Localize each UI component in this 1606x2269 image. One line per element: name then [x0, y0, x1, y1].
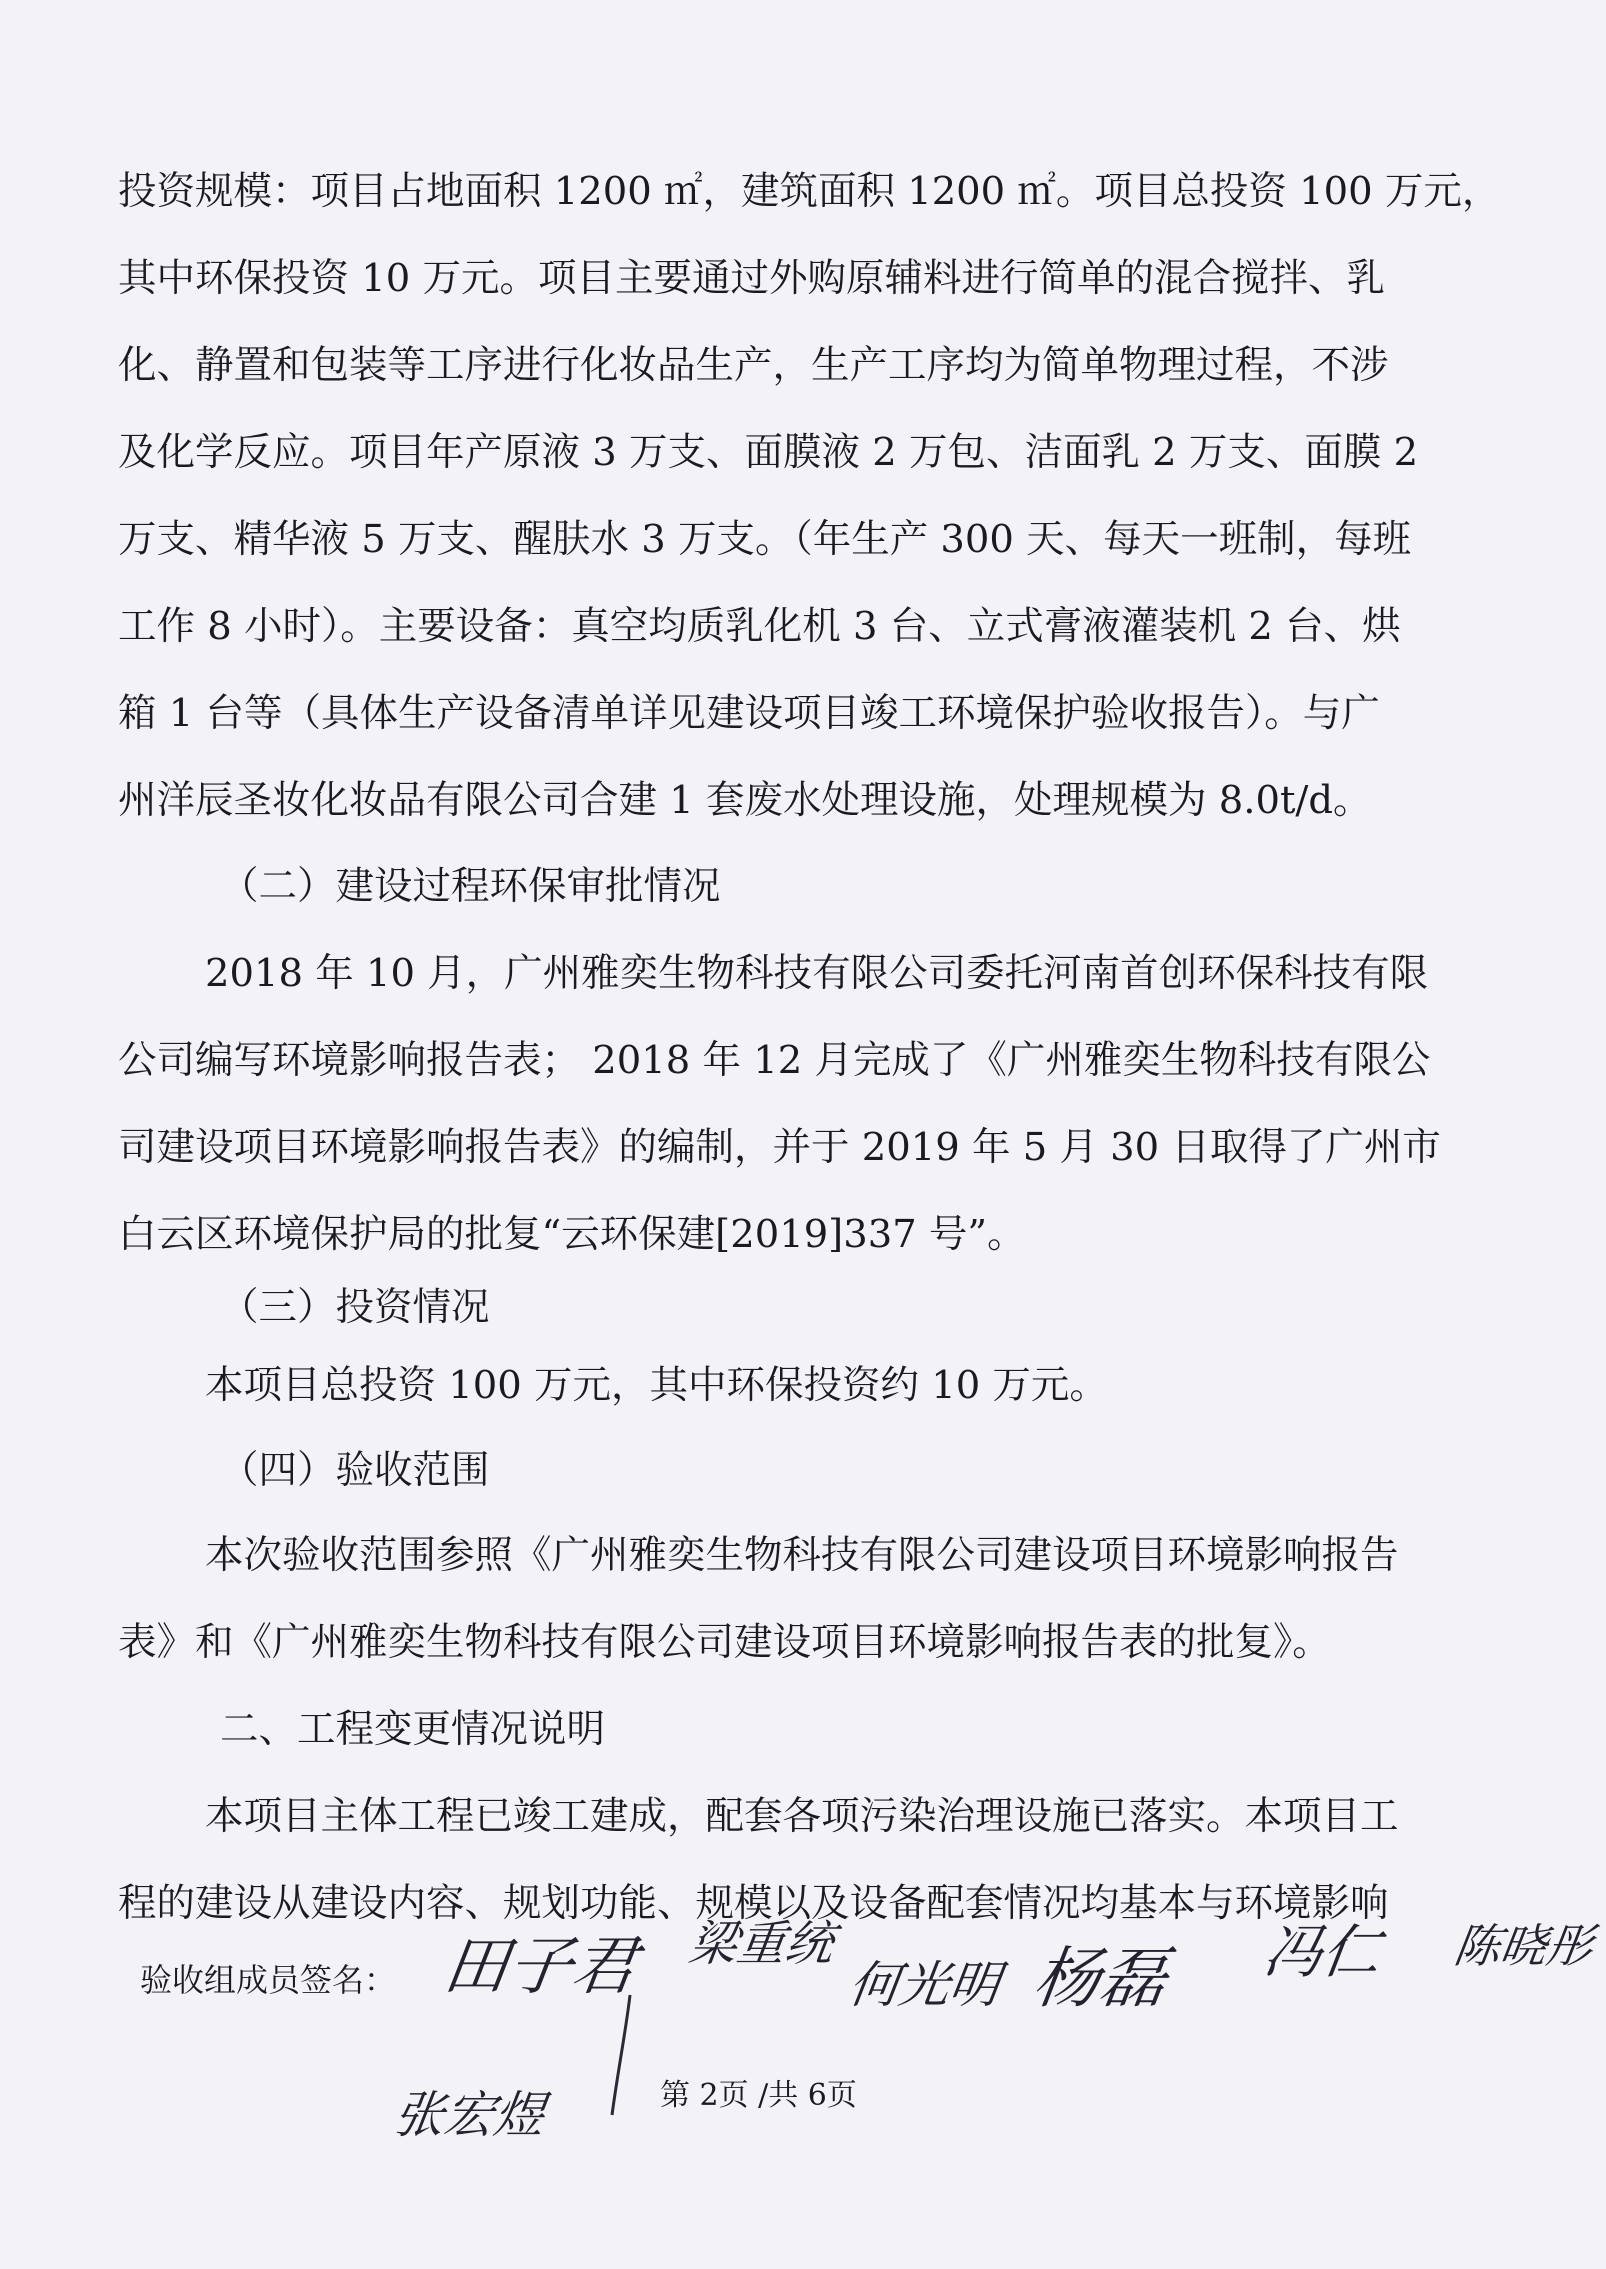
text-line: 表》和《广州雅奕生物科技有限公司建设项目环境影响报告表的批复》。: [118, 1620, 1331, 1665]
section-heading: （二）建设过程环保审批情况: [220, 864, 721, 909]
text-line: 本项目总投资 100 万元，其中环保投资约 10 万元。: [205, 1363, 1108, 1408]
text-line: 2018 年 10 月，广州雅奕生物科技有限公司委托河南首创环保科技有限: [205, 951, 1429, 996]
handwritten-signature: 杨磊: [1028, 1940, 1172, 2017]
text-line: 及化学反应。项目年产原液 3 万支、面膜液 2 万包、洁面乳 2 万支、面膜 2: [118, 430, 1419, 475]
text-line: 白云区环境保护局的批复“云环保建[2019]337 号”。: [118, 1212, 1026, 1257]
text-line: 万支、精华液 5 万支、醒肤水 3 万支。（年生产 300 天、每天一班制，每班: [118, 517, 1412, 562]
handwritten-signature: 冯仁: [1259, 1918, 1386, 1986]
text-line: 工作 8 小时）。主要设备：真空均质乳化机 3 台、立式膏液灌装机 2 台、烘: [118, 604, 1401, 649]
section-heading: （三）投资情况: [220, 1285, 490, 1330]
text-line: 化、静置和包装等工序进行化妆品生产，生产工序均为简单物理过程，不涉: [118, 343, 1389, 388]
section-heading: 二、工程变更情况说明: [220, 1707, 606, 1752]
handwritten-signature: 梁重统: [685, 1916, 838, 1972]
text-line: 司建设项目环境影响报告表》的编制，并于 2019 年 5 月 30 日取得了广州市: [118, 1125, 1441, 1170]
section-heading: （四）验收范围: [220, 1448, 490, 1493]
signature-label: 验收组成员签名：: [140, 1961, 397, 1999]
handwritten-signature: 陈晓彤: [1450, 1919, 1597, 1973]
handwritten-signature: 田子君: [438, 1930, 642, 2004]
page-number: 第 2页 /共 6页: [660, 2078, 857, 2113]
text-line: 程的建设从建设内容、规划功能、规模以及设备配套情况均基本与环境影响: [118, 1881, 1389, 1926]
text-line: 投资规模：项目占地面积 1200 ㎡，建筑面积 1200 ㎡。项目总投资 100 万元，: [118, 169, 1501, 214]
text-line: 本次验收范围参照《广州雅奕生物科技有限公司建设项目环境影响报告: [205, 1533, 1399, 1578]
text-line: 箱 1 台等（具体生产设备清单详见建设项目竣工环境保护验收报告）。与广: [118, 691, 1380, 736]
handwritten-signature: 何光明: [845, 1956, 1004, 2014]
text-line: 其中环保投资 10 万元。项目主要通过外购原辅料进行简单的混合搅拌、乳: [118, 256, 1385, 301]
text-line: 公司编写环境影响报告表； 2018 年 12 月完成了《广州雅奕生物科技有限公: [118, 1038, 1431, 1083]
text-line: 本项目主体工程已竣工建成，配套各项污染治理设施已落实。本项目工: [205, 1794, 1399, 1839]
text-line: 州洋辰圣妆化妆品有限公司合建 1 套废水处理设施，处理规模为 8.0t/d。: [118, 778, 1372, 823]
signature-stroke: [600, 1990, 640, 2120]
handwritten-signature: 张宏煜: [390, 2086, 549, 2144]
